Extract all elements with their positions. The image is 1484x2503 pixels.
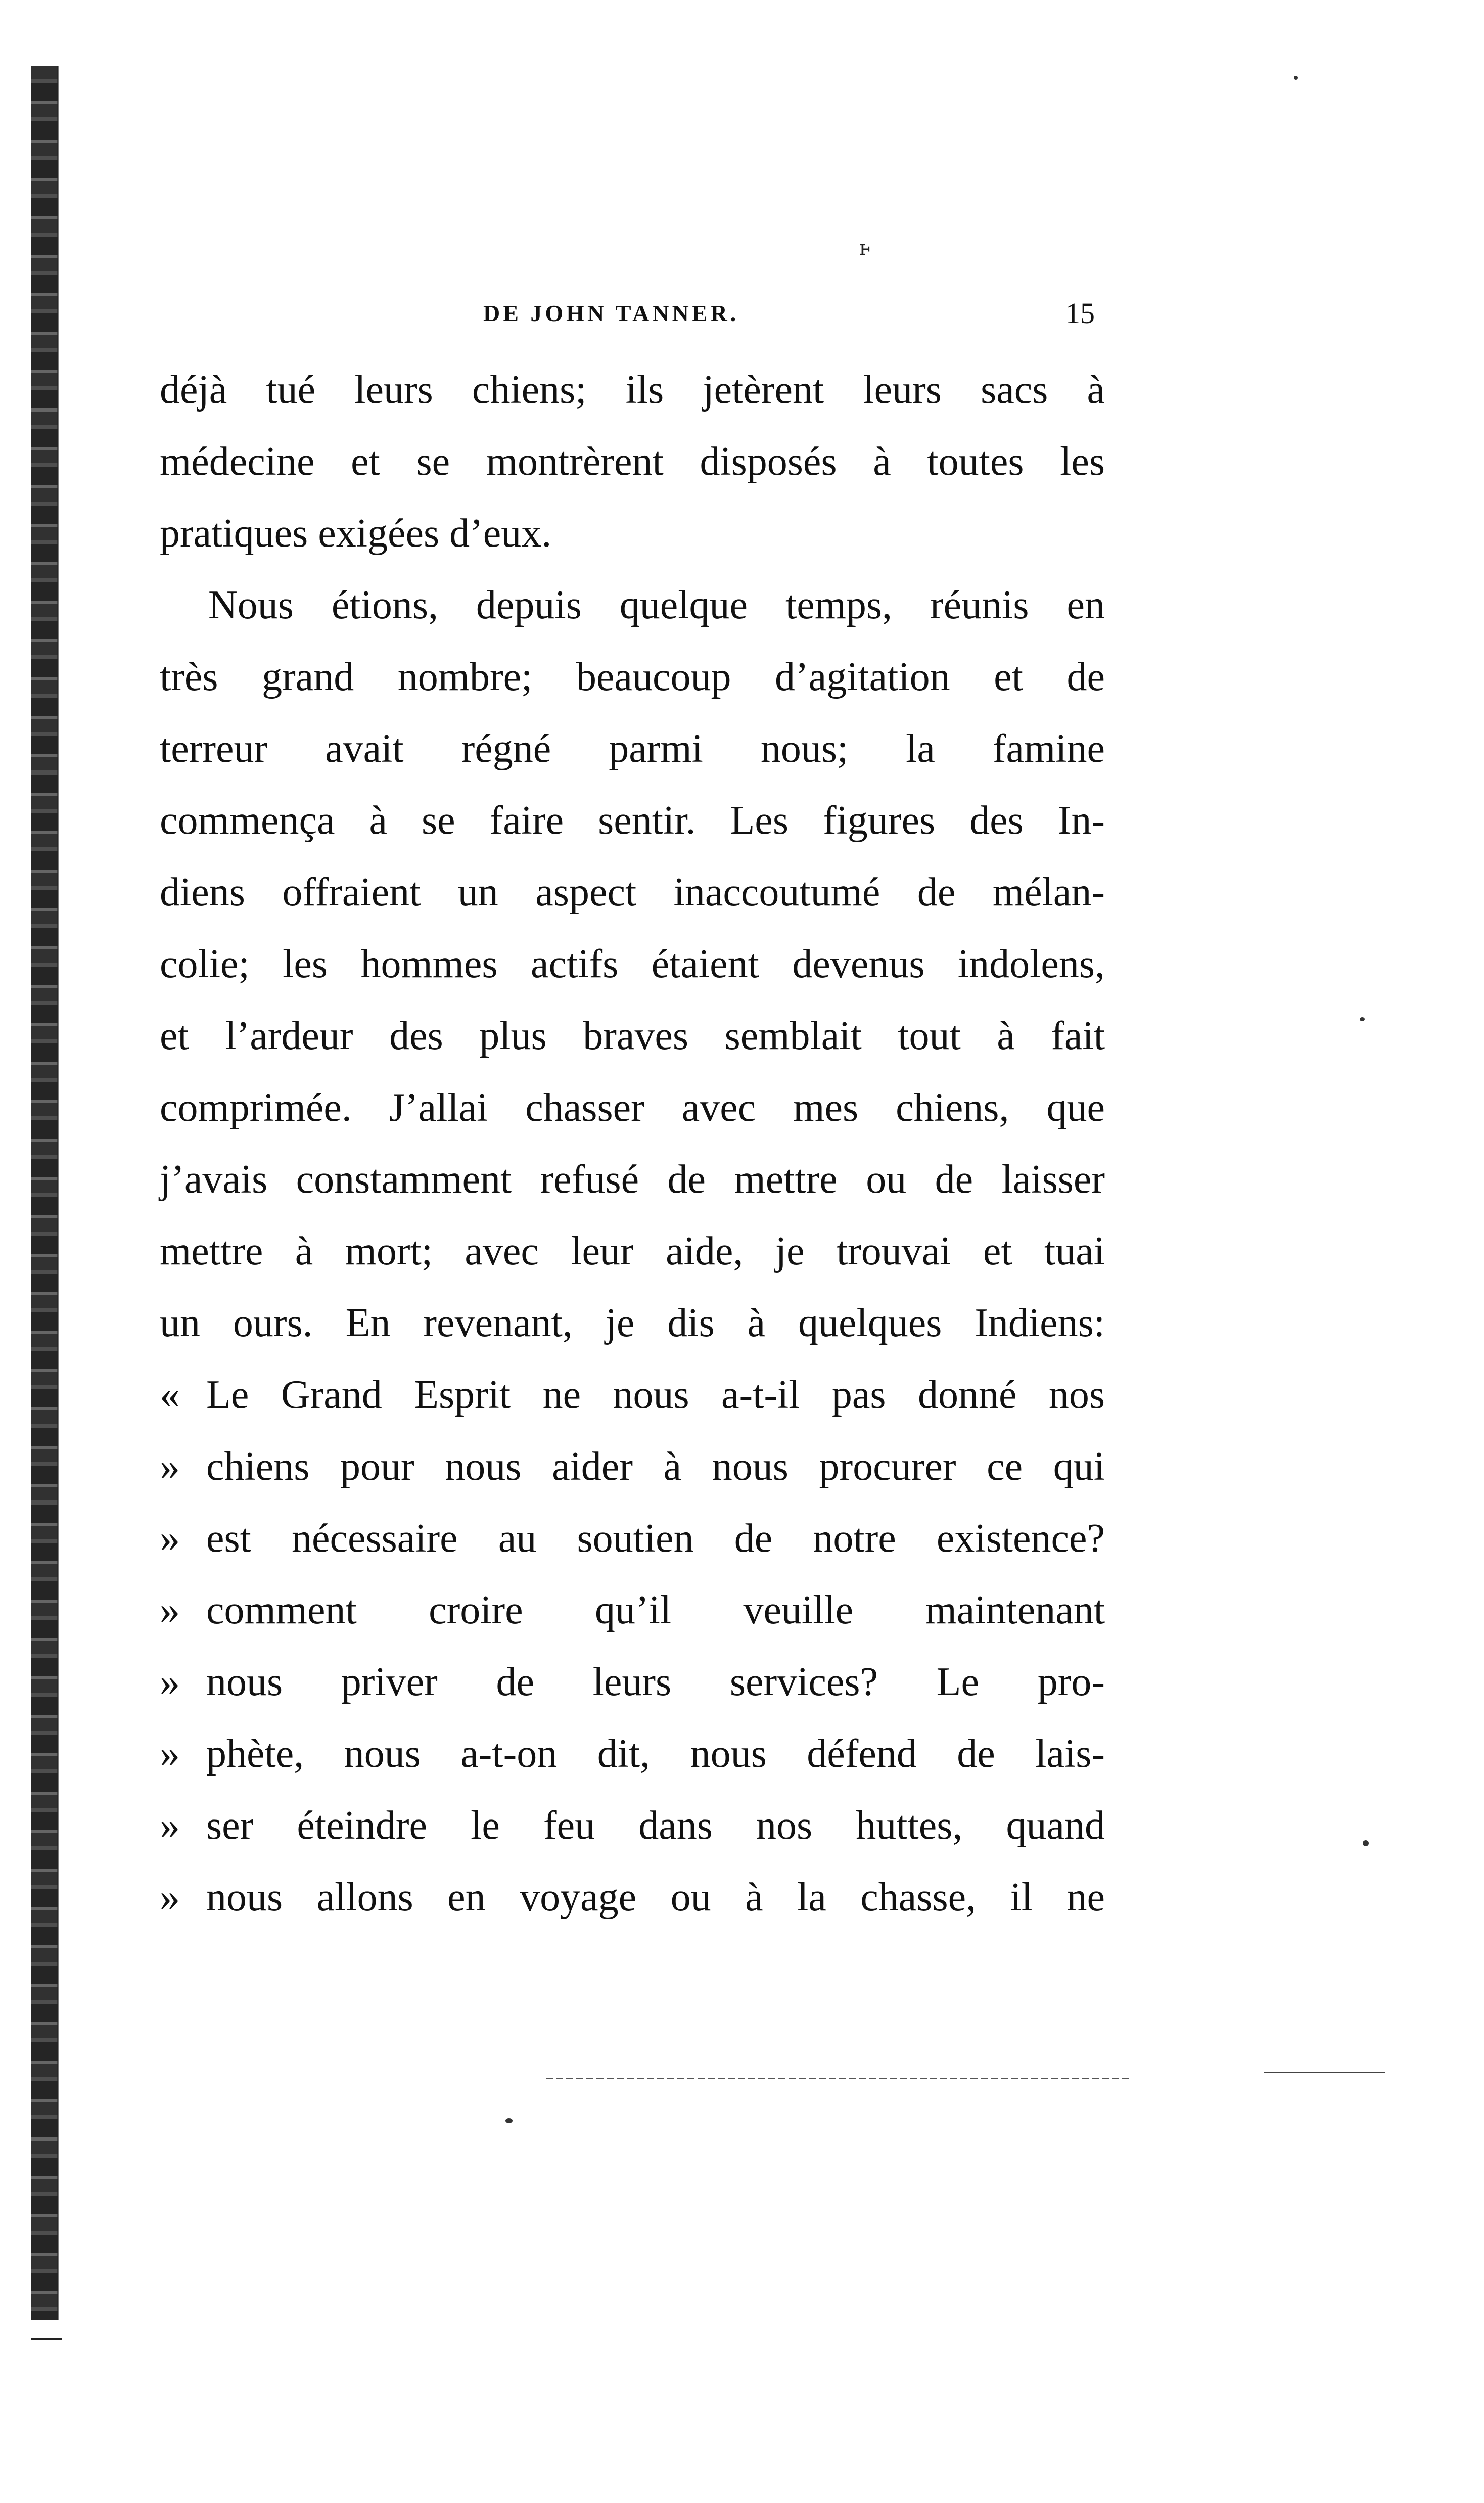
binding-shadow (31, 66, 58, 2320)
guillemet: » (160, 1875, 180, 1920)
footer-rule (1264, 2072, 1385, 2073)
guillemet: » (160, 1803, 180, 1848)
ink-speck (1363, 1840, 1369, 1846)
quote-text: ser éteindre le feu dans nos huttes, quand (206, 1803, 1105, 1848)
guillemet: » (160, 1588, 180, 1632)
guillemet: » (160, 1444, 180, 1489)
ink-speck (1360, 1017, 1365, 1021)
quote-text: comment croire qu’il veuille maintenant (206, 1588, 1105, 1632)
quote-line (160, 1503, 1105, 1574)
text-line: colie; les hommes actifs étaient devenus indolens, (160, 942, 1105, 986)
text-line: et l’ardeur des plus braves semblait tout à fait (160, 1014, 1105, 1058)
ink-speck (1294, 76, 1298, 80)
quote-text: Le Grand Esprit ne nous a-t-il pas donné nos (206, 1373, 1105, 1417)
quote-line (160, 1718, 1105, 1790)
printer-mark: ⱶ (859, 237, 871, 260)
text-line: médecine et se montrèrent disposés à toutes les (160, 439, 1105, 484)
page-number: 15 (1065, 297, 1095, 330)
text-line: un ours. En revenant, je dis à quelques Indiens: (160, 1301, 1105, 1345)
quote-text: phète, nous a-t-on dit, nous défend de lais- (206, 1732, 1105, 1776)
running-head: DE JOHN TANNER. (483, 300, 739, 326)
quote-line (160, 1646, 1105, 1718)
text-line: déjà tué leurs chiens; ils jetèrent leurs sacs à (160, 368, 1105, 412)
guillemet: » (160, 1516, 180, 1561)
text-line: très grand nombre; beaucoup d’agitation et de (160, 655, 1105, 699)
quote-line (160, 1574, 1105, 1646)
text-line: pratiques exigées d’eux. (160, 511, 552, 556)
body-text (160, 354, 1105, 1933)
guillemet: » (160, 1732, 180, 1776)
binding-foot-rule (31, 2338, 62, 2340)
quote-line (160, 1431, 1105, 1503)
quote-text: chiens pour nous aider à nous procurer ce qui (206, 1444, 1105, 1489)
binding-edge (57, 66, 59, 2320)
quote-text: nous allons en voyage ou à la chasse, il ne (206, 1875, 1105, 1920)
ink-speck (505, 2118, 513, 2123)
quote-text: nous priver de leurs services? Le pro- (206, 1660, 1105, 1704)
text-line: comprimée. J’allai chasser avec mes chiens, que (160, 1085, 1105, 1130)
text-line: commença à se faire sentir. Les figures des In- (160, 798, 1105, 843)
text-line: j’avais constamment refusé de mettre ou de laisser (160, 1157, 1105, 1202)
guillemet: « (160, 1373, 180, 1417)
page-header (160, 293, 1105, 334)
text-line: terreur avait régné parmi nous; la famine (160, 726, 1105, 771)
quote-text: est nécessaire au soutien de notre existence? (206, 1516, 1105, 1561)
footer-dotted-rule (546, 2078, 1132, 2079)
quote-line (160, 1790, 1105, 1861)
quote-line (160, 1861, 1105, 1933)
text-line: mettre à mort; avec leur aide, je trouvai et tuai (160, 1229, 1105, 1273)
paragraph-start-line: Nous étions, depuis quelque temps, réunis en (208, 583, 1105, 627)
text-line: diens offraient un aspect inaccoutumé de mélan- (160, 870, 1105, 915)
quote-line (160, 1359, 1105, 1431)
guillemet: » (160, 1660, 180, 1704)
